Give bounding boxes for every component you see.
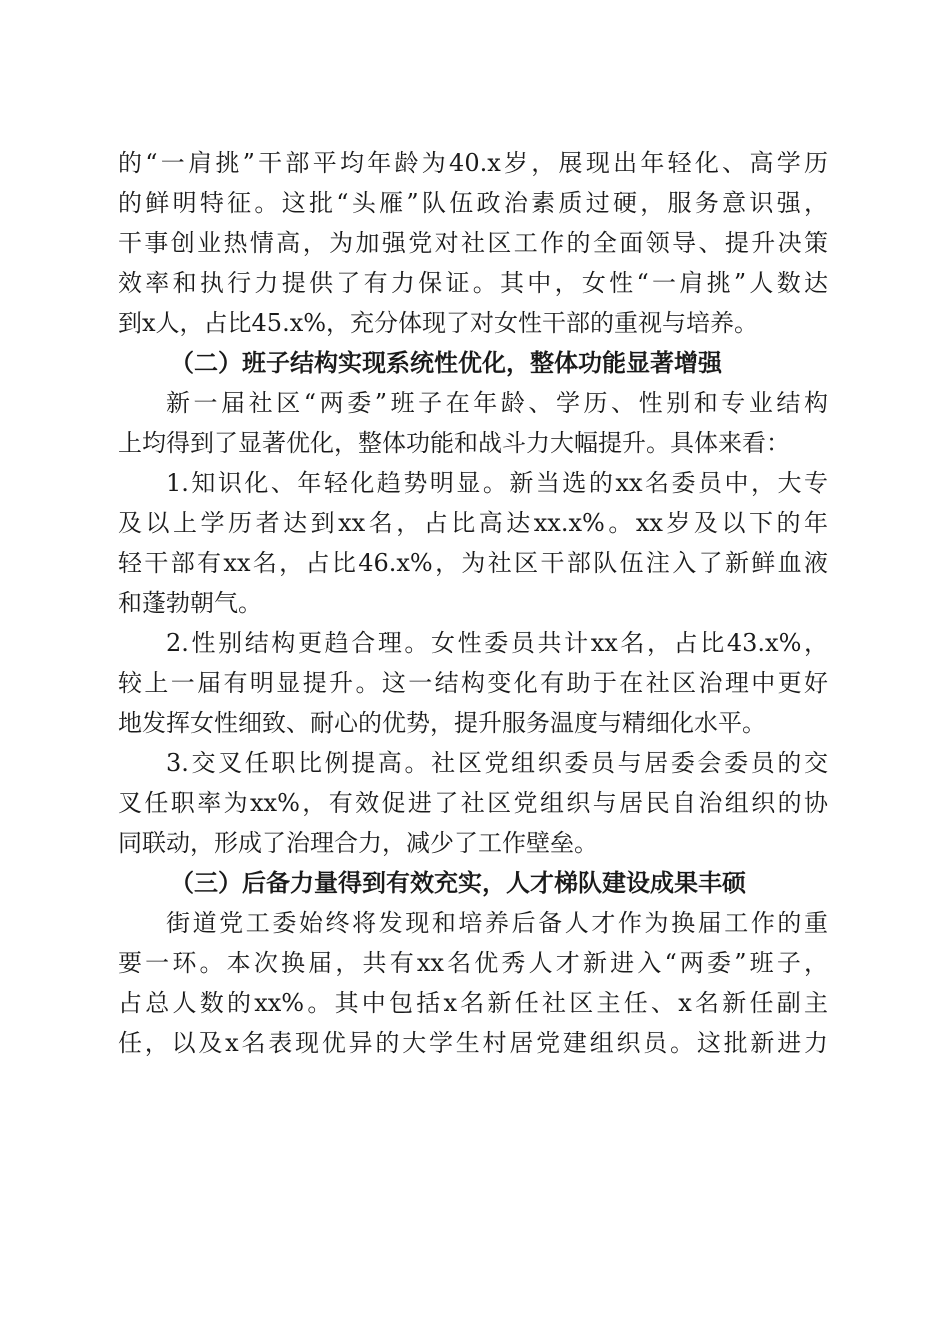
text-line: 新一届社区“两委”班子在年龄、学历、性别和专业结构 xyxy=(166,389,828,417)
list-item xyxy=(118,743,828,863)
text-line: 同联动，形成了治理合力，减少了工作壁垒。 xyxy=(118,829,598,857)
text-line: 叉任职率为xx%，有效促进了社区党组织与居民自治组织的协 xyxy=(118,789,828,817)
text-line: 到x人，占比45.x%，充分体现了对女性干部的重视与培养。 xyxy=(118,309,759,337)
text-line: 占总人数的xx%。其中包括x名新任社区主任、x名新任副主 xyxy=(118,989,828,1017)
text-line: 及以上学历者达到xx名，占比高达xx.x%。xx岁及以下的年 xyxy=(118,509,828,537)
text-line: 3.交叉任职比例提高。社区党组织委员与居委会委员的交 xyxy=(166,749,828,777)
text-line: 的“一肩挑”干部平均年龄为40.x岁，展现出年轻化、高学历 xyxy=(118,149,828,177)
document-body xyxy=(118,143,828,1063)
text-line: 2.性别结构更趋合理。女性委员共计xx名，占比43.x%， xyxy=(166,629,828,657)
section-heading: （三）后备力量得到有效充实，人才梯队建设成果丰硕 xyxy=(170,868,746,897)
text-line: 轻干部有xx名，占比46.x%，为社区干部队伍注入了新鲜血液 xyxy=(118,549,828,577)
paragraph xyxy=(118,143,828,343)
text-line: 较上一届有明显提升。这一结构变化有助于在社区治理中更好 xyxy=(118,669,828,697)
text-line: 效率和执行力提供了有力保证。其中，女性“一肩挑”人数达 xyxy=(118,269,828,297)
section-heading: （二）班子结构实现系统性优化，整体功能显著增强 xyxy=(170,348,722,377)
text-line: 任，以及x名表现优异的大学生村居党建组织员。这批新进力 xyxy=(118,1029,828,1057)
text-line: 的鲜明特征。这批“头雁”队伍政治素质过硬，服务意识强， xyxy=(118,189,828,217)
text-line: 干事创业热情高，为加强党对社区工作的全面领导、提升决策 xyxy=(118,229,828,257)
text-line: 1.知识化、年轻化趋势明显。新当选的xx名委员中，大专 xyxy=(166,469,828,497)
paragraph xyxy=(118,383,828,463)
list-item xyxy=(118,463,828,623)
text-line: 要一环。本次换届，共有xx名优秀人才新进入“两委”班子， xyxy=(118,949,828,977)
list-item xyxy=(118,623,828,743)
text-line: 街道党工委始终将发现和培养后备人才作为换届工作的重 xyxy=(166,909,828,937)
text-line: 和蓬勃朝气。 xyxy=(118,589,262,617)
text-line: 上均得到了显著优化，整体功能和战斗力大幅提升。具体来看： xyxy=(118,429,790,457)
paragraph xyxy=(118,903,828,1063)
text-line: 地发挥女性细致、耐心的优势，提升服务温度与精细化水平。 xyxy=(118,709,766,737)
